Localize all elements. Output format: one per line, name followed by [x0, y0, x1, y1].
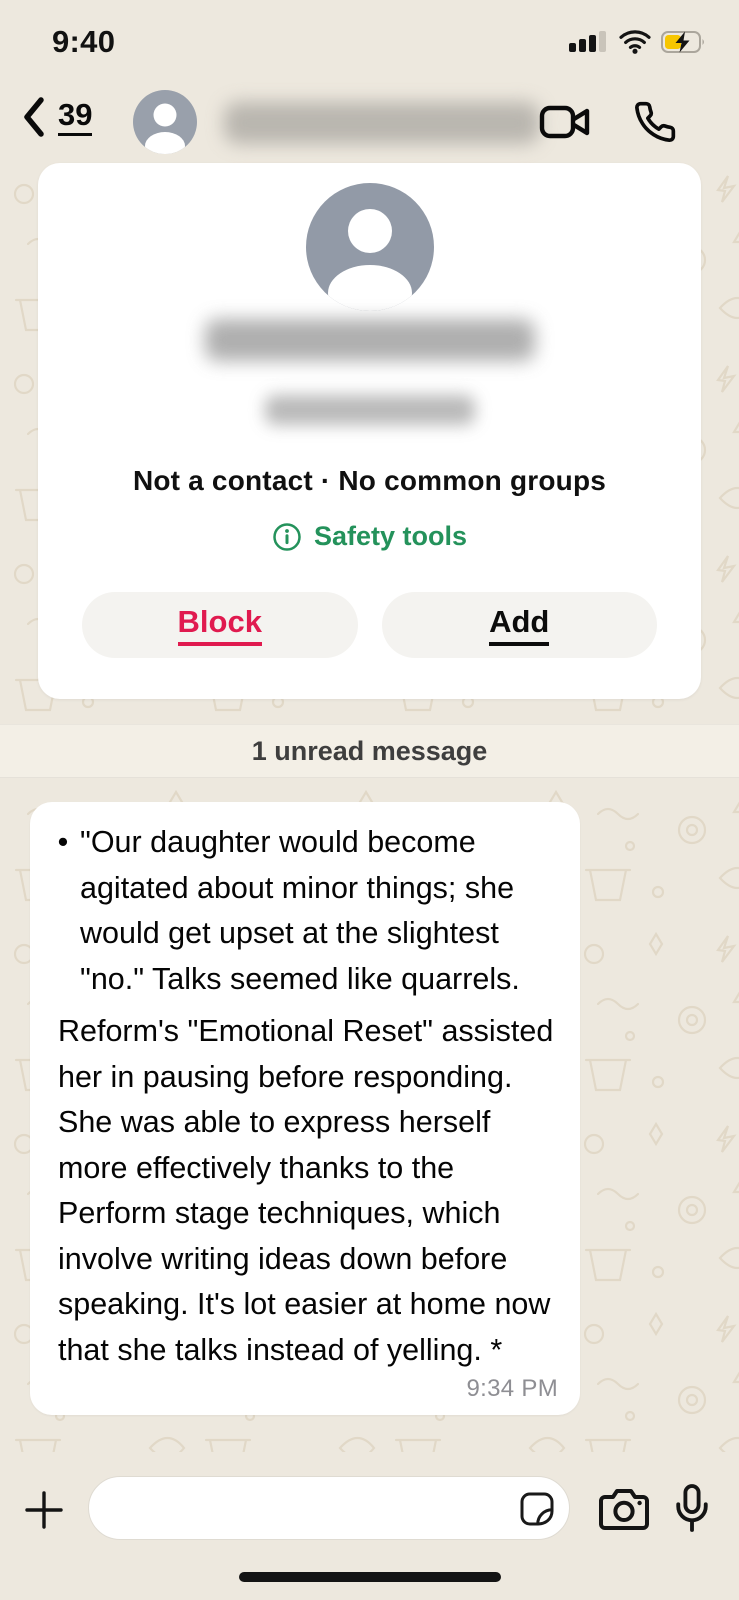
contact-name-blurred	[205, 319, 535, 361]
contact-avatar[interactable]	[133, 90, 197, 154]
status-time: 9:40	[52, 24, 116, 59]
sticker-button[interactable]	[517, 1489, 557, 1529]
block-button[interactable]	[82, 592, 358, 658]
back-button[interactable]	[22, 96, 92, 138]
contact-number-blurred	[265, 395, 475, 425]
contact-name-blurred	[224, 102, 540, 144]
contact-info-card	[38, 163, 701, 699]
add-button-label: Add	[489, 604, 549, 646]
voice-call-button[interactable]	[633, 100, 677, 144]
attach-button[interactable]	[22, 1488, 66, 1532]
block-button-label: Block	[178, 604, 262, 646]
safety-tools-label: Safety tools	[313, 521, 468, 551]
unread-messages-label: 1 unread message	[251, 735, 488, 766]
plus-icon	[23, 1489, 65, 1531]
contact-avatar-large	[306, 183, 434, 311]
wifi-icon	[619, 30, 651, 54]
unread-messages-divider	[0, 724, 739, 778]
mic-button[interactable]	[670, 1482, 714, 1534]
video-call-button[interactable]	[539, 102, 591, 142]
message-body-text: Reform's "Emotional Reset" assisted her in pausing before responding. She was able to express herself more effectively thanks to the Perform stage techniques, which involve writing ideas down before speaking. It's lot easier at home now that she talks instead of yelling. *	[58, 1014, 554, 1367]
message-text-input[interactable]	[88, 1476, 570, 1540]
bullet-marker: •	[57, 825, 69, 859]
safety-tools-link[interactable]	[272, 521, 467, 552]
add-button[interactable]	[382, 592, 658, 658]
battery-charging-icon	[661, 30, 709, 54]
chevron-left-icon	[22, 96, 46, 138]
message-bullet-text: "Our daughter would become agitated about minor things; she would get upset at the slightest "no." Talks seemed like quarrels.	[80, 825, 520, 996]
unread-chats-count: 39	[58, 98, 92, 136]
message-timestamp: 9:34 PM	[466, 1375, 558, 1402]
home-indicator[interactable]	[239, 1572, 501, 1582]
camera-button[interactable]	[598, 1484, 650, 1532]
cellular-signal-icon	[569, 30, 609, 54]
incoming-message-bubble[interactable]	[30, 802, 580, 1415]
contact-relationship-status: Not a contact · No common groups	[132, 465, 607, 496]
status-bar	[0, 0, 739, 80]
nav-bar	[0, 88, 739, 162]
message-bullet-item	[46, 820, 560, 1002]
sticker-icon	[517, 1489, 557, 1529]
info-circle-icon	[272, 522, 302, 552]
